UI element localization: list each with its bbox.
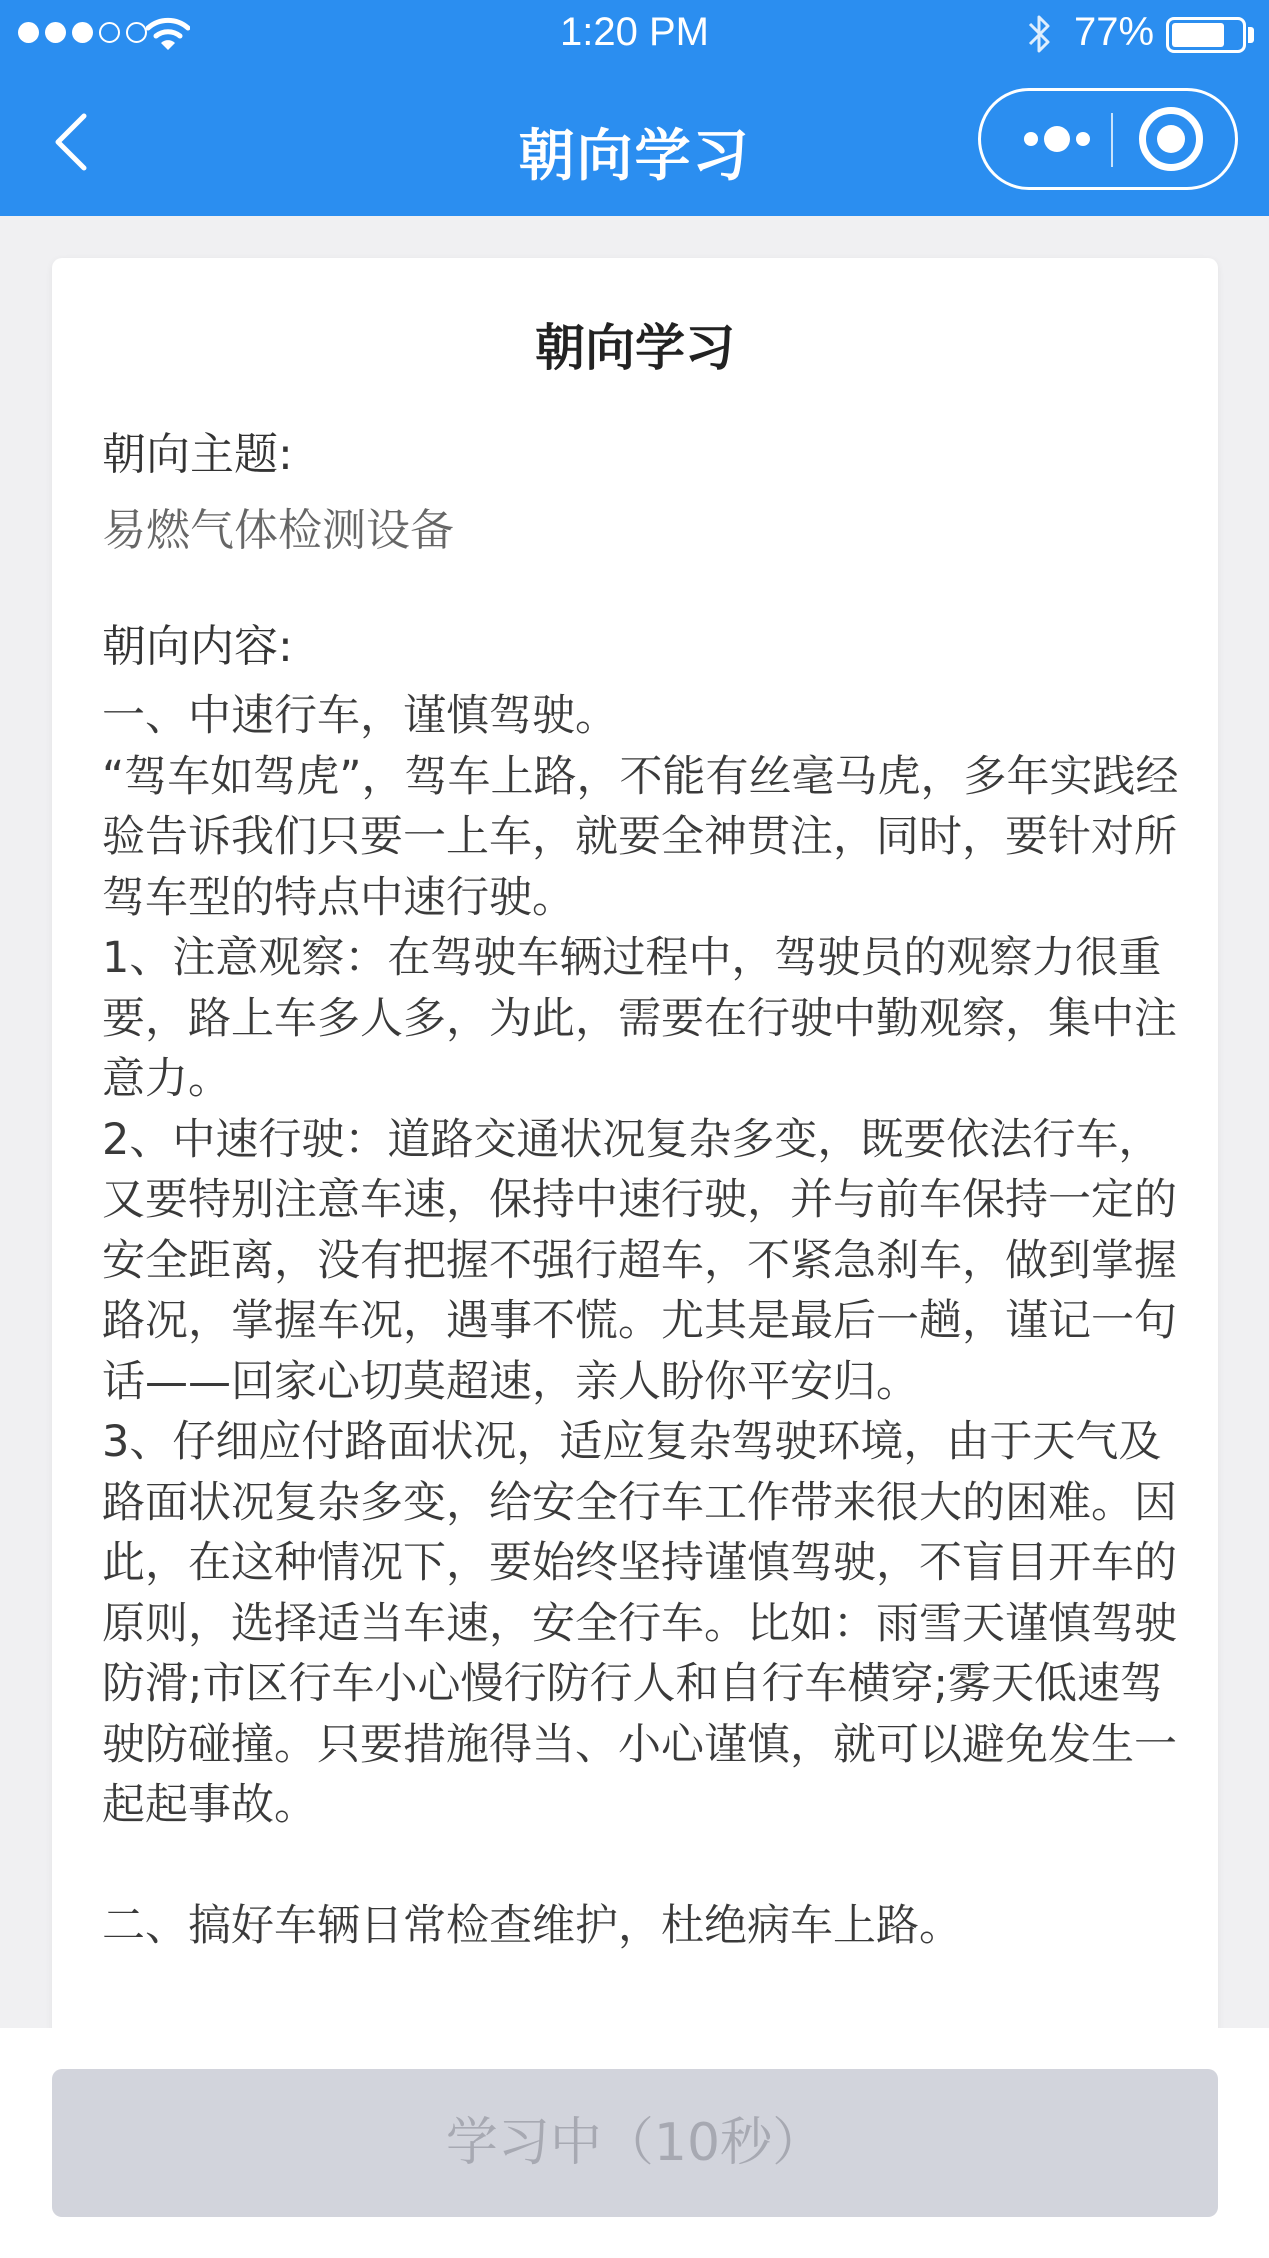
battery-percent: 77%: [1074, 10, 1155, 54]
capsule-divider: [1111, 113, 1113, 167]
close-target-icon[interactable]: [1139, 107, 1203, 171]
status-time: 1:20 PM: [560, 10, 709, 54]
mini-program-capsule: [978, 88, 1238, 190]
status-bar: [0, 0, 1269, 68]
nav-title: 朝向学习: [518, 124, 751, 189]
navigation-bar: [0, 68, 1269, 216]
topic-label: 朝向主题:: [102, 429, 293, 480]
more-dots-icon[interactable]: [1017, 121, 1097, 157]
content-card: [52, 258, 1218, 2058]
header: [0, 0, 1269, 216]
battery-icon: [1166, 17, 1246, 53]
battery-level-fill: [1172, 23, 1224, 47]
topic-value: 易燃气体检测设备: [102, 505, 454, 556]
content-text: 一、中速行车，谨慎驾驶。 “驾车如驾虎”，驾车上路，不能有丝毫马虎，多年实践经验告诉我们只要一上车，就要全神贯注，同时，要针对所驾车型的特点中速行驶。 1、注意观察：在驾驶车辆过程中，驾驶员的观察力很重要，路上车多人多，为此，需要在行驶中勤观察，集中注意力。 2、中速行驶：道路交通状况复杂多变，既要依法行车，又要特别注意车速，保持中速行驶，并与前车保持一定的安全距离，没有把握不强行超车，不紧急刹车，做到掌握路况，掌握车况，遇事不慌。尤其是最后一趟，谨记一句话——回家心切莫超速，亲人盼你平安归。 3、仔细应付路面状况，适应复杂驾驶环境，由于天气及路面状况复杂多变，给安全行车工作带来很大的困难。因此，在这种情况下，要始终坚持谨慎驾驶，不盲目开车的原则，选择适当车速，安全行车。比如：雨雪天谨慎驾驶防滑;市区行车小心慢行防行人和自行车横穿;雾天低速驾驶防碰撞。只要措施得当、小心谨慎，就可以避免发生一起起事故。 二、搞好车辆日常检查维护，杜绝病车上路。: [102, 691, 1179, 1951]
battery-cap: [1248, 27, 1254, 43]
bluetooth-icon: [1024, 12, 1054, 56]
study-progress-button[interactable]: 学习中（10秒）: [52, 2069, 1218, 2217]
card-title: 朝向学习: [535, 319, 735, 377]
content-label: 朝向内容:: [102, 621, 293, 672]
